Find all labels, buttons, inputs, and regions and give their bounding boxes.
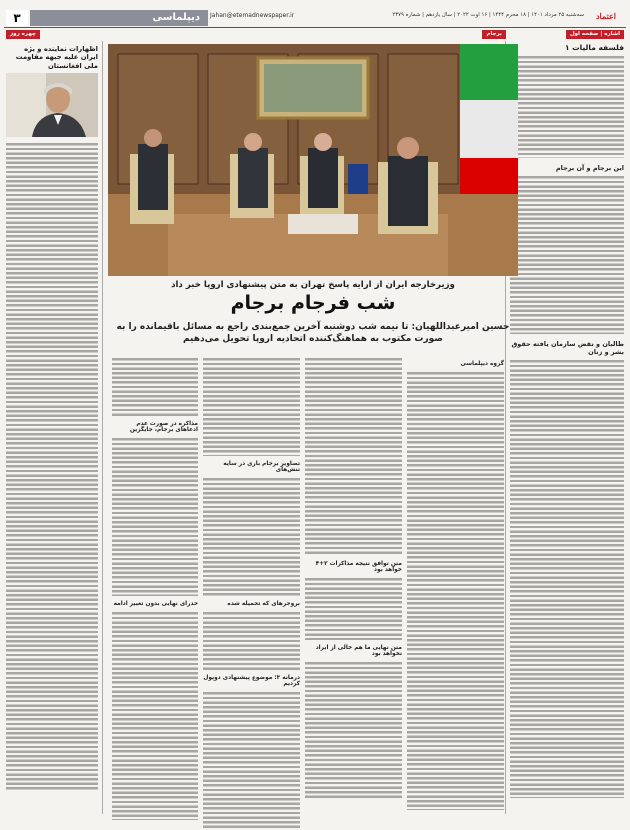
body-column-3 (203, 356, 300, 814)
left-column-tag: چهره روز (6, 30, 40, 39)
right-column-tag: اشاره | صفحه اول (566, 30, 624, 39)
body-subhead: حدرای نهایی بدون تغییر ادامه (113, 601, 198, 607)
right-column-text-3 (510, 358, 624, 798)
section-tag: برجام (482, 30, 506, 39)
meeting-photo-image (108, 44, 518, 276)
body-subhead: درمانه ۳: موضوع پیشنهادی دوپول کردیم (203, 675, 300, 687)
body-text (305, 576, 402, 640)
body-subhead: مذاکره در صورت عدم ادعاهای برجام، جایگزین (129, 421, 198, 433)
left-column-text (6, 141, 98, 791)
section-email[interactable]: Jahan@etemadnewspaper.ir (210, 12, 295, 19)
main-headline: شب فرجام برجام (230, 292, 396, 314)
page-number: ۳ (6, 10, 28, 26)
body-subhead: متن نهایی ما هم خالی از ایراد نخواهد بود (315, 645, 402, 657)
body-text (203, 690, 300, 830)
body-text (203, 356, 300, 456)
main-subhead: حسین امیرعبداللهیان: تا نیمه شب دوشنبه آخرین جمع‌بندی راجع به مسائل باقیمانده را به صورت مکتوب به هماهنگ‌کننده اتحادیه اروپا تحویل می‌دهیم (116, 322, 510, 344)
body-subhead: بروجرهای که تحمیله شده (227, 601, 300, 607)
body-subhead: تصاویر برجام باری در سایه تنش‌های (223, 461, 300, 473)
right-column-subhead-2: طالبان و نقض سازمان یافته حقوق بشر و زنان (511, 340, 624, 356)
body-column-4 (112, 356, 198, 814)
body-text (407, 370, 504, 810)
left-column (6, 41, 98, 814)
section-title: دیپلماسی (30, 10, 208, 26)
main-kicker: وزیرخارجه ایران از ارایه پاسخ تهران به متن پیشنهادی اروپا خبر داد (171, 280, 455, 290)
header-rule (4, 27, 626, 28)
left-column-headline: اظهارات نماینده و یژه ایران علیه جبهه مقاومت ملی افغانستان (15, 45, 98, 70)
body-subhead: گروه دیپلماسی (460, 361, 504, 367)
body-text (305, 660, 402, 800)
right-column-headline: فلسفه مالیات ۱ (564, 43, 624, 52)
body-column-1 (407, 356, 504, 814)
portrait-image (6, 73, 98, 137)
right-column-text-1 (510, 54, 624, 158)
body-text (112, 356, 198, 416)
main-photo (108, 44, 518, 276)
page-header (4, 8, 626, 26)
body-text (203, 476, 300, 596)
body-text (112, 610, 198, 820)
newspaper-logo: اعتماد (595, 11, 617, 21)
body-subhead: متن توافق نتیجه مذاکرات ۲+۴ خواهد بود (315, 561, 402, 573)
right-column (510, 41, 624, 814)
portrait-photo (6, 73, 98, 137)
column-divider (102, 41, 103, 814)
body-text (203, 610, 300, 670)
body-text (305, 356, 402, 556)
right-column-text-2 (510, 174, 624, 334)
dateline: سه‌شنبه ۲۵ مرداد ۱۴۰۱ | ۱۸ محرم ۱۴۴۴ | ۱۶ اوت ۲۰۲۲ | سال یازدهم | شماره ۲۳۷۹ (392, 12, 584, 18)
body-column-2 (305, 356, 402, 814)
body-text (112, 436, 198, 596)
right-column-subhead-1: این برجام و آن برجام (555, 164, 624, 172)
